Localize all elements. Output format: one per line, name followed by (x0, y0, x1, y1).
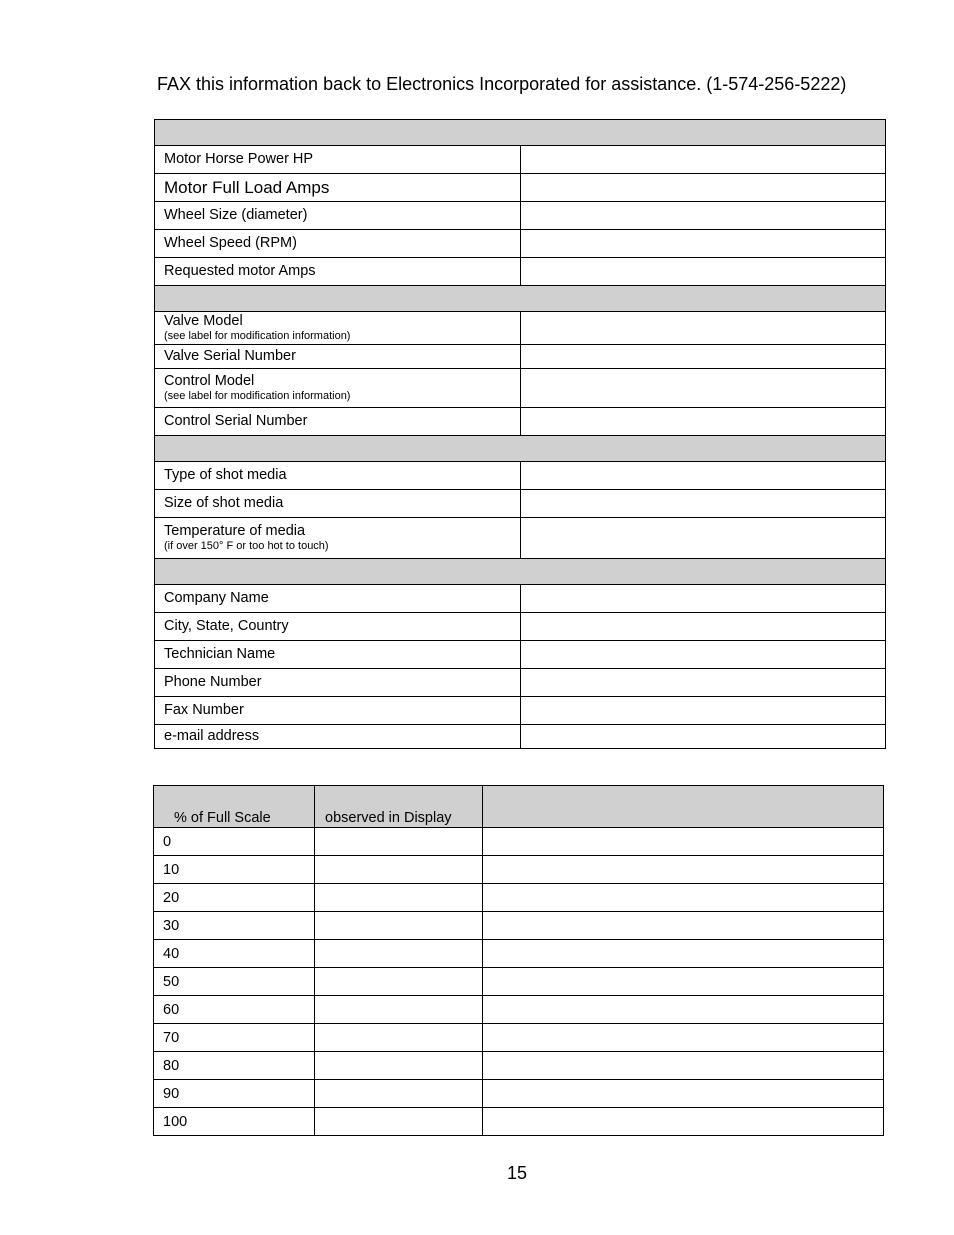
wheel-size-field[interactable] (520, 202, 886, 230)
form-row (155, 146, 886, 174)
scale-percent: 10 (154, 856, 315, 884)
form-row (155, 613, 886, 641)
media-temp-note: (if over 150° F or too hot to touch) (164, 540, 329, 552)
form-row (155, 230, 886, 258)
media-temp-label (155, 518, 521, 559)
observed-value-field[interactable] (315, 1024, 483, 1052)
scale-percent: 60 (154, 996, 315, 1024)
table-row (154, 856, 884, 884)
requested-amps-field[interactable] (520, 258, 886, 286)
page-number: 15 (506, 1163, 528, 1183)
fax-number-label: Fax Number (155, 697, 521, 725)
control-model-note: (see label for modification information) (164, 390, 351, 402)
company-name-field[interactable] (520, 585, 886, 613)
scale-percent: 50 (154, 968, 315, 996)
observed-value-field[interactable] (315, 940, 483, 968)
percent-full-scale-header: % of Full Scale (154, 786, 315, 828)
motor-hp-field[interactable] (520, 146, 886, 174)
notes-field[interactable] (483, 996, 884, 1024)
observed-value-field[interactable] (315, 828, 483, 856)
technician-name-field[interactable] (520, 641, 886, 669)
control-model-text: Control Model (164, 373, 255, 389)
city-state-country-label: City, State, Country (155, 613, 521, 641)
notes-field[interactable] (483, 968, 884, 996)
motor-hp-label: Motor Horse Power HP (155, 146, 521, 174)
form-row (155, 462, 886, 490)
scale-header-row (154, 786, 884, 828)
control-serial-label: Control Serial Number (155, 408, 521, 436)
notes-field[interactable] (483, 1080, 884, 1108)
observed-value-field[interactable] (315, 912, 483, 940)
media-size-label: Size of shot media (155, 490, 521, 518)
fax-number-field[interactable] (520, 697, 886, 725)
table-row (154, 1052, 884, 1080)
observed-display-header: observed in Display (315, 786, 483, 828)
scale-percent: 100 (154, 1108, 315, 1136)
table-row (154, 1080, 884, 1108)
observed-value-field[interactable] (315, 884, 483, 912)
table-row (154, 912, 884, 940)
notes-field[interactable] (483, 1024, 884, 1052)
equipment-info-form (154, 119, 886, 749)
notes-field[interactable] (483, 884, 884, 912)
email-address-label: e-mail address (155, 725, 521, 749)
control-serial-field[interactable] (520, 408, 886, 436)
table-row (154, 1108, 884, 1136)
form-row (155, 312, 886, 345)
form-row (155, 669, 886, 697)
media-temp-field[interactable] (520, 518, 886, 559)
media-temp-text: Temperature of media (164, 523, 306, 539)
form-row (155, 408, 886, 436)
observed-value-field[interactable] (315, 1108, 483, 1136)
form-row (155, 202, 886, 230)
company-name-label: Company Name (155, 585, 521, 613)
blank-header (483, 786, 884, 828)
valve-model-text: Valve Model (164, 313, 243, 329)
motor-fla-field[interactable] (520, 174, 886, 202)
valve-model-field[interactable] (520, 312, 886, 345)
scale-percent: 80 (154, 1052, 315, 1080)
media-size-field[interactable] (520, 490, 886, 518)
scale-percent: 40 (154, 940, 315, 968)
phone-number-field[interactable] (520, 669, 886, 697)
notes-field[interactable] (483, 1052, 884, 1080)
media-type-field[interactable] (520, 462, 886, 490)
requested-amps-label: Requested motor Amps (155, 258, 521, 286)
valve-serial-field[interactable] (520, 345, 886, 369)
table-row (154, 1024, 884, 1052)
section-header-media (155, 436, 886, 462)
section-header-contact (155, 559, 886, 585)
scale-percent: 90 (154, 1080, 315, 1108)
scale-percent: 30 (154, 912, 315, 940)
observed-value-field[interactable] (315, 1080, 483, 1108)
form-row (155, 585, 886, 613)
wheel-size-label: Wheel Size (diameter) (155, 202, 521, 230)
valve-model-label (155, 312, 521, 345)
table-row (154, 968, 884, 996)
form-row (155, 174, 886, 202)
phone-number-label: Phone Number (155, 669, 521, 697)
scale-percent: 20 (154, 884, 315, 912)
table-row (154, 940, 884, 968)
control-model-field[interactable] (520, 369, 886, 408)
form-row (155, 518, 886, 559)
motor-fla-label: Motor Full Load Amps (155, 174, 521, 202)
table-row (154, 884, 884, 912)
table-row (154, 996, 884, 1024)
form-row (155, 697, 886, 725)
control-model-label (155, 369, 521, 408)
technician-name-label: Technician Name (155, 641, 521, 669)
notes-field[interactable] (483, 1108, 884, 1136)
wheel-speed-label: Wheel Speed (RPM) (155, 230, 521, 258)
scale-percent: 0 (154, 828, 315, 856)
full-scale-table (153, 785, 884, 1136)
notes-field[interactable] (483, 940, 884, 968)
form-row (155, 490, 886, 518)
form-row (155, 641, 886, 669)
fax-instruction: FAX this information back to Electronics Incorporated for assistance. (1-574-256-5222) (157, 74, 847, 94)
form-row (155, 369, 886, 408)
table-row (154, 828, 884, 856)
media-type-label: Type of shot media (155, 462, 521, 490)
observed-value-field[interactable] (315, 1052, 483, 1080)
form-row (155, 725, 886, 749)
valve-model-note: (see label for modification information) (164, 330, 351, 342)
wheel-speed-field[interactable] (520, 230, 886, 258)
valve-serial-label: Valve Serial Number (155, 345, 521, 369)
observed-value-field[interactable] (315, 856, 483, 884)
city-state-country-field[interactable] (520, 613, 886, 641)
notes-field[interactable] (483, 828, 884, 856)
observed-value-field[interactable] (315, 968, 483, 996)
form-row (155, 258, 886, 286)
notes-field[interactable] (483, 912, 884, 940)
observed-value-field[interactable] (315, 996, 483, 1024)
section-header-motor (155, 120, 886, 146)
email-address-field[interactable] (520, 725, 886, 749)
scale-percent: 70 (154, 1024, 315, 1052)
notes-field[interactable] (483, 856, 884, 884)
section-header-valve (155, 286, 886, 312)
form-row (155, 345, 886, 369)
